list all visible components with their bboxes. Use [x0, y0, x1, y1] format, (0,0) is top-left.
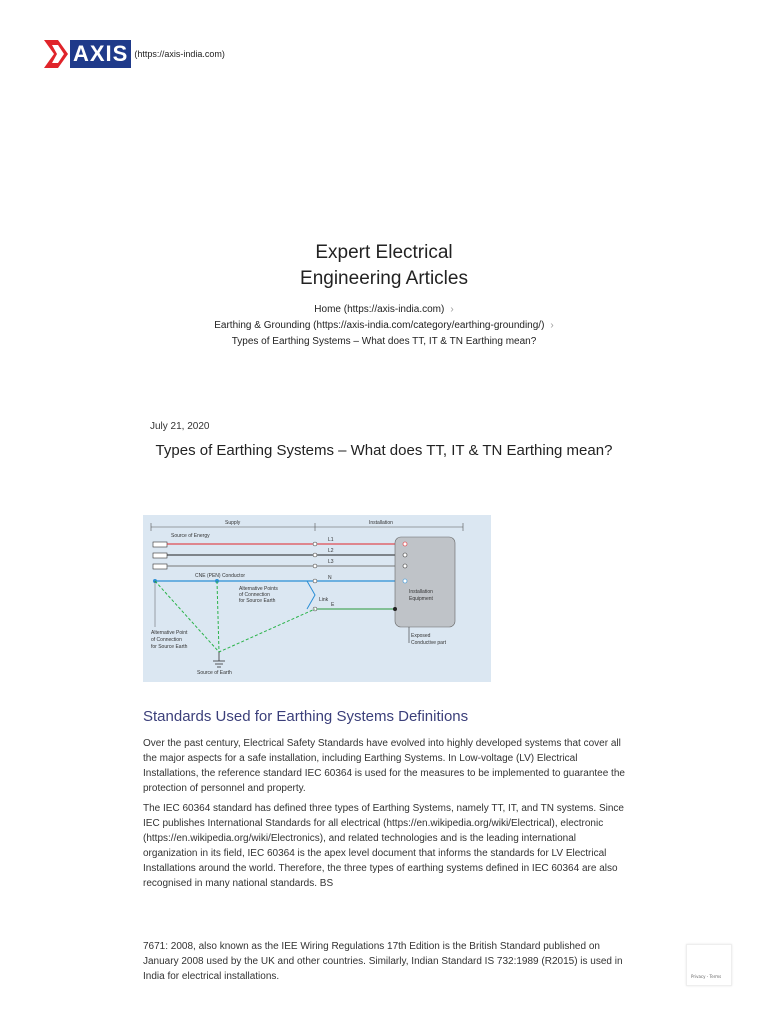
diagram-label-alt-points-2: of Connection [239, 592, 270, 598]
diagram-label-installation-eq-2: Equipment [409, 596, 433, 602]
diagram-label-alt-points-1: Alternative Points [239, 586, 278, 592]
diagram-label-installation: Installation [369, 520, 393, 526]
breadcrumb-category-link[interactable]: Earthing & Grounding (https://axis-india.com/category/earthing-grounding/) [214, 320, 545, 331]
page-heading-line2: Engineering Articles [300, 268, 468, 289]
earthing-diagram-image [143, 515, 491, 682]
recaptcha-privacy-terms[interactable]: Privacy - Terms [691, 974, 722, 979]
chevron-right-icon: › [550, 320, 554, 331]
diagram-label-l2: L2 [328, 548, 334, 554]
recaptcha-badge[interactable] [686, 944, 732, 986]
diagram-label-source-energy: Source of Energy [171, 533, 210, 539]
breadcrumb-item [0, 334, 768, 350]
diagram-label-cne: CNE (PEN) Conductor [195, 573, 246, 579]
diagram-label-installation-eq-1: Installation [409, 589, 433, 595]
page-heading [0, 240, 768, 292]
chevron-right-icon: › [450, 304, 454, 315]
diagram-label-alt-point-1: Alternative Point [151, 630, 188, 636]
logo-text: AXIS [70, 40, 131, 68]
article-title: Types of Earthing Systems – What does TT, IT & TN Earthing mean? [155, 442, 613, 459]
breadcrumb [0, 302, 768, 350]
breadcrumb-home-link[interactable]: Home (https://axis-india.com) [314, 304, 445, 315]
diagram-label-exposed-2: Conductive part [411, 640, 447, 646]
article-paragraph: 7671: 2008, also known as the IEE Wiring Regulations 17th Edition is the British Standard published on January 2008 used by the UK and other countries. Similarly, Indian Standard IS 732:1989 (R2015) is used in India for electrical installations. [143, 941, 623, 982]
diagram-label-e: E [331, 602, 335, 608]
site-logo[interactable] [44, 40, 225, 68]
diagram-label-l3: L3 [328, 559, 334, 565]
breadcrumb-item [0, 318, 768, 334]
page-heading-line1: Expert Electrical [315, 242, 453, 263]
article-paragraph: The IEC 60364 standard has defined three types of Earthing Systems, namely TT, IT, and TN systems. Since IEC publishes International Standards for all electrical (https://en.wikipedia.org/wiki/Electrical), electronic (https://en.wikipedia.org/wiki/Electronics), and related technologies and is the leading international organization in its field, IEC 60364 is the apex level document that informs the standards for LV Electrical Installations around the world. Therefore, the three types of earthing systems defined in IEC 60364 are also recognised in many national standards. BS [143, 803, 624, 889]
logo-url[interactable]: (https://axis-india.com) [134, 49, 225, 59]
diagram-label-link: Link [319, 597, 329, 603]
diagram-label-alt-point-3: for Source Earth [151, 644, 188, 650]
article-paragraph: Over the past century, Electrical Safety Standards have evolved into highly developed systems that cover all the major aspects for a safe installation, including Earthing Systems. In Low-voltage (LV) Electrical Installations, the reference standard IEC 60364 is used for the measures to be implemented to guarantee the protection of personnel and property. [143, 738, 625, 794]
logo-arrow-icon [44, 40, 70, 68]
diagram-label-source-earth: Source of Earth [197, 670, 232, 676]
diagram-label-l1: L1 [328, 537, 334, 543]
section-heading: Standards Used for Earthing Systems Definitions [143, 708, 469, 725]
diagram-label-alt-points-3: for Source Earth [239, 598, 276, 604]
diagram-label-exposed-1: Exposed [411, 633, 431, 639]
diagram-label-alt-point-2: of Connection [151, 637, 182, 643]
post-date: July 21, 2020 [150, 421, 210, 432]
breadcrumb-current: Types of Earthing Systems – What does TT, IT & TN Earthing mean? [231, 336, 537, 347]
breadcrumb-item [0, 302, 768, 318]
diagram-label-supply: Supply [225, 520, 241, 526]
diagram-label-n: N [328, 575, 332, 581]
